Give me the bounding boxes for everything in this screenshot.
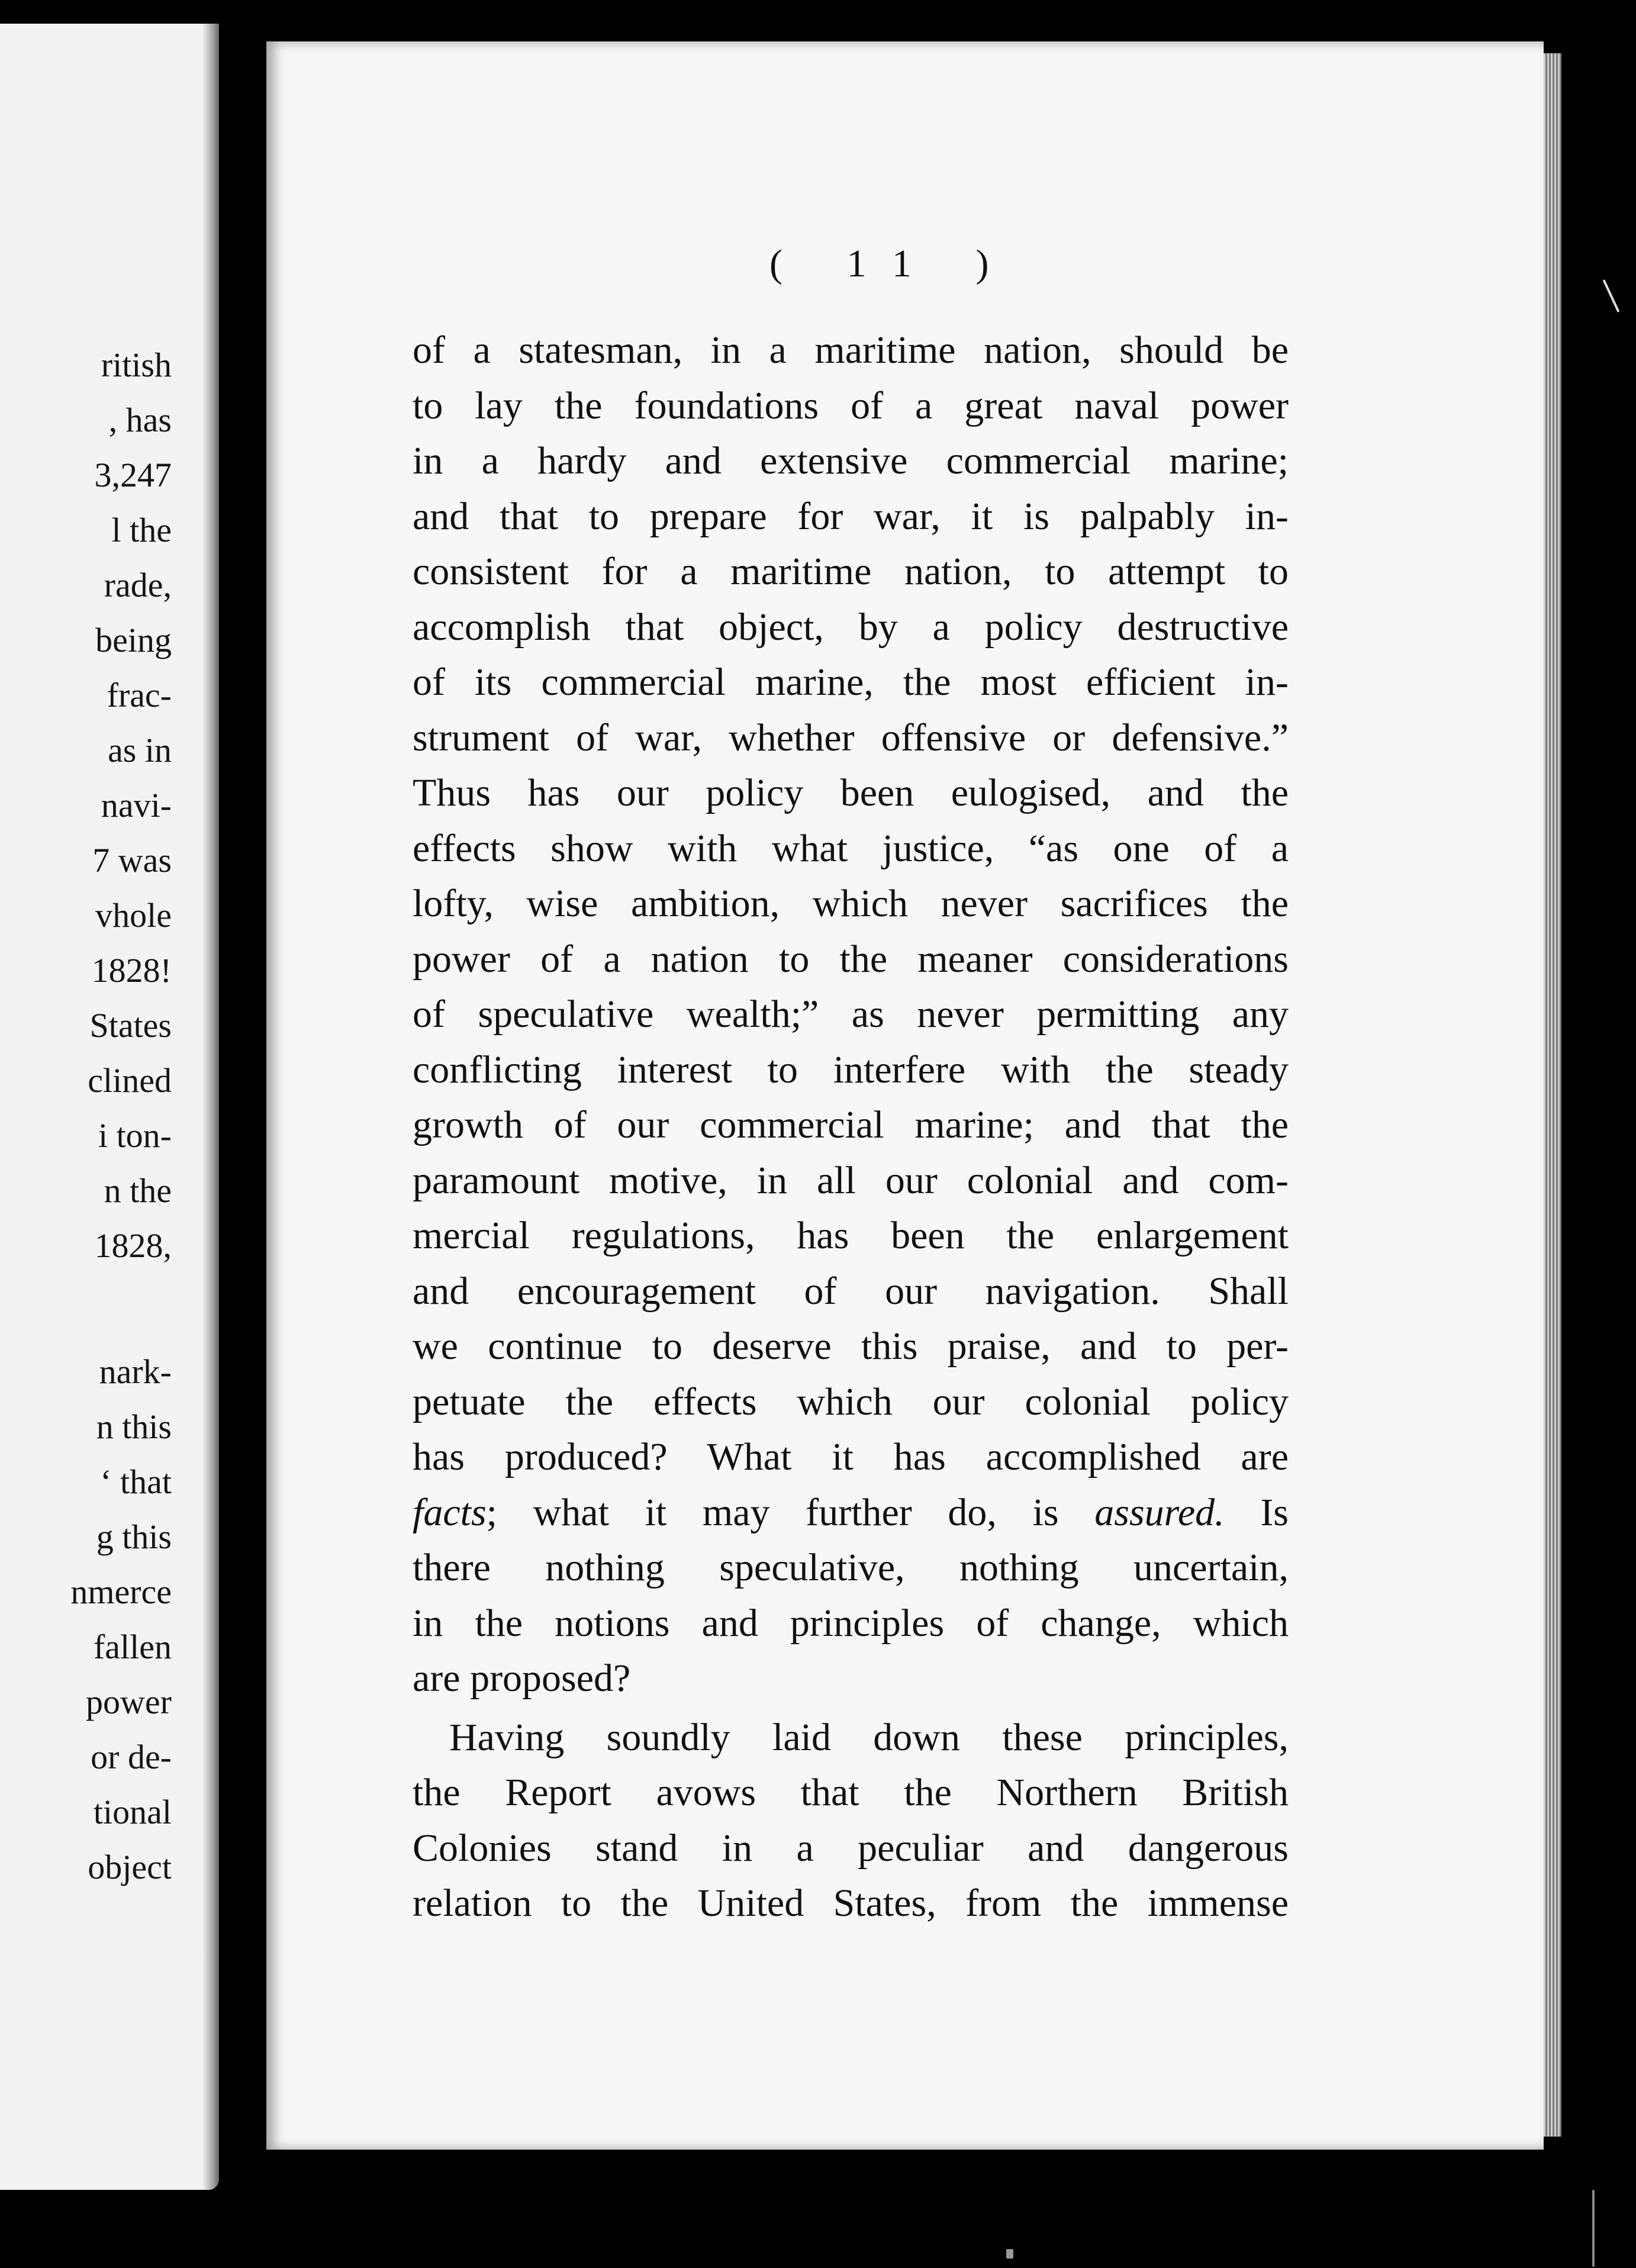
left-page-line: vhole [95,896,172,935]
left-page-line: 7 was [92,841,172,880]
left-page-line: 1828, [94,1226,172,1265]
text-line: growth of our commercial marine; and that the [413,1103,1289,1146]
left-page-line: or de- [91,1738,172,1776]
text-line: Colonies stand in a peculiar and dangerous [413,1826,1289,1870]
left-page-line: object [88,1848,172,1886]
text-line: relation to the United States, from the immense [413,1882,1289,1925]
left-page-line: i ton- [98,1116,172,1155]
text-line: strument of war, whether offensive or defensive.” [413,716,1289,759]
text-line: accomplish that object, by a policy destructive [413,605,1289,649]
left-page-line: fallen [93,1628,172,1666]
text-line: we continue to deserve this praise, and to per- [413,1325,1289,1368]
book-spine-gap [219,0,268,2268]
left-page-line: nark- [99,1352,172,1391]
left-page-line: tional [93,1793,172,1831]
left-page-line: , has [108,401,172,439]
text-line: there nothing speculative, nothing uncertain, [413,1546,1289,1589]
left-page-line: ritish [101,346,172,384]
left-page-line: n the [104,1171,172,1210]
text-line: and that to prepare for war, it is palpably in- [413,494,1289,538]
left-page-line: power [86,1683,172,1721]
left-page-line: g this [96,1518,172,1556]
left-page-line: n this [96,1407,172,1446]
left-page-line: being [95,621,172,659]
page-number: ( 11 ) [769,242,1016,285]
text-line: are proposed? [413,1657,631,1700]
left-page-line: l the [111,511,172,549]
left-page-line: nmerce [70,1573,172,1611]
left-page-line: navi- [101,786,172,824]
left-page-line: 1828! [91,951,172,990]
text-line: in a hardy and extensive commercial marine; [413,439,1289,482]
text-line: mercial regulations, has been the enlargement [413,1214,1289,1257]
text-line: of its commercial marine, the most efficient in- [413,661,1289,704]
left-page-line: 3,247 [94,456,172,494]
text-line: the Report avows that the Northern British [413,1771,1289,1814]
text-fragment: Is [1224,1490,1289,1534]
text-line: lofty, wise ambition, which never sacrifices the [413,882,1289,925]
left-page-line: clined [88,1061,172,1100]
text-line: consistent for a maritime nation, to attempt to [413,550,1289,593]
left-page-line [70,1273,172,1344]
text-line: Thus has our policy been eulogised, and the [413,771,1289,814]
left-page-line: rade, [104,566,172,604]
text-line: effects show with what justice, “as one of a [413,826,1289,870]
left-facing-page [0,24,219,2190]
left-page-line: as in [108,731,172,769]
text-fragment: ; what it may further do, is [486,1490,1095,1534]
text-line: of a statesman, in a maritime nation, should be [413,328,1289,372]
text-line: paramount motive, in all our colonial and com- [413,1158,1289,1202]
text-line: in the notions and principles of change, which [413,1601,1289,1645]
left-page-text [70,337,172,1895]
text-line: conflicting interest to interfere with the steady [413,1048,1289,1091]
page-body-text [413,323,1289,1931]
text-line: has produced? What it has accomplished are [413,1435,1289,1478]
text-line: of speculative wealth;” as never permitting any [413,993,1289,1036]
left-page-line: States [89,1006,172,1045]
text-line: petuate the effects which our colonial policy [413,1380,1289,1423]
italic-word-facts: facts [413,1490,487,1534]
text-line: power of a nation to the meaner considerations [413,937,1289,981]
text-line: to lay the foundations of a great naval power [413,384,1289,427]
left-page-line: ‘ that [100,1462,172,1501]
text-line-with-italics [413,1485,1289,1541]
left-page-line: frac- [107,676,172,714]
text-line: Having soundly laid down these principles, [449,1715,1289,1759]
gutter-shadow [202,24,219,2190]
page-edge-stack [1544,53,1561,2137]
text-line: and encouragement of our navigation. Shall [413,1269,1289,1313]
italic-word-assured: assured. [1094,1490,1225,1534]
